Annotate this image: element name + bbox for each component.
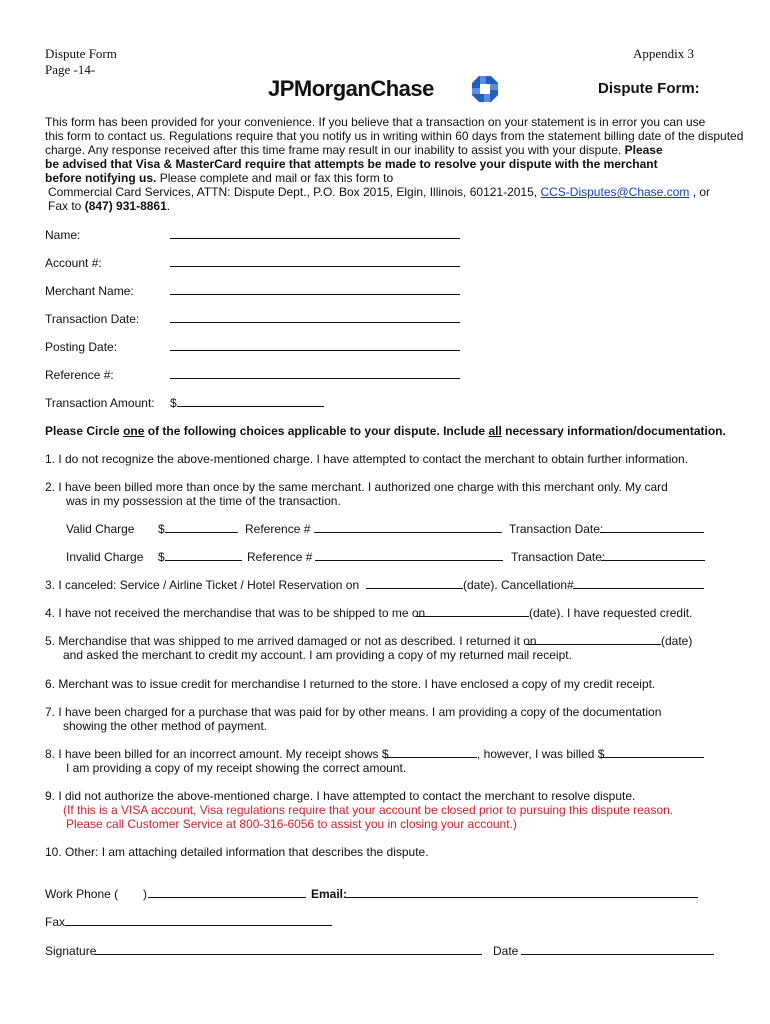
choice-7-line-2: showing the other method of payment. (63, 719, 268, 733)
choice-3[interactable]: 3. I canceled: Service / Airline Ticket / Hotel Reservation on (45, 578, 360, 592)
instruction-all: all (488, 424, 502, 438)
intro-line-1: This form has been provided for your convenience. If you believe that a transaction on your statement is in error you can use (45, 115, 706, 129)
work-phone-close-paren: ) (143, 887, 147, 901)
field-label-transaction-date: Transaction Date: (45, 312, 140, 326)
choice-6[interactable]: 6. Merchant was to issue credit for merchandise I returned to the store. I have enclosed a copy of my credit receipt. (45, 677, 656, 691)
company-logo-text: JPMorganChase (268, 76, 434, 101)
instruction-one: one (123, 424, 145, 438)
return-date-line[interactable] (526, 644, 661, 645)
choice-5-line-1[interactable]: 5. Merchandise that was shipped to me arrived damaged or not as described. I returned it on (45, 634, 537, 648)
field-line-account[interactable] (170, 266, 460, 267)
visa-warning-line-1: (If this is a VISA account, Visa regulations require that your account be closed prior to pursuing this dispute reason. (63, 803, 674, 817)
choice-2-line-2: was in my possession at the time of the transaction. (66, 494, 341, 508)
field-label-reference: Reference #: (45, 368, 114, 382)
billed-amount-line[interactable] (600, 757, 704, 758)
invalid-transaction-date-label: Transaction Date: (511, 550, 606, 564)
choice-4[interactable]: 4. I have not received the merchandise that was to be shipped to me on (45, 606, 426, 620)
email-label: Email: (311, 887, 348, 901)
choice-8-mid: , however, I was billed $ (477, 747, 605, 761)
header-doc-title: Dispute Form (45, 46, 117, 61)
choice-8-line-2: I am providing a copy of my receipt showing the correct amount. (66, 761, 407, 775)
intro-line-3-bold: Please (624, 143, 663, 157)
field-line-merchant[interactable] (170, 294, 460, 295)
visa-warning-line-2: Please call Customer Service at 800-316-6056 to assist you in closing your account.) (66, 817, 517, 831)
instruction-part-3: necessary information/documentation. (501, 424, 726, 438)
choice-8-line-1[interactable]: 8. I have been billed for an incorrect amount. My receipt shows $ (45, 747, 389, 761)
cancellation-number-line[interactable] (573, 588, 704, 589)
intro-line-3-text: charge. Any response received after this time frame may result in our inability to assist you with your dispute. (45, 143, 622, 157)
invalid-transaction-date-line[interactable] (601, 560, 705, 561)
signature-line[interactable] (95, 954, 482, 955)
field-line-name[interactable] (170, 238, 460, 239)
invalid-charge-label: Invalid Charge (66, 550, 144, 564)
field-line-posting-date[interactable] (170, 350, 460, 351)
invalid-charge-amount-line[interactable] (165, 560, 242, 561)
field-label-amount: Transaction Amount: (45, 396, 155, 410)
intro-line-5-text: Please complete and mail or fax this form to (159, 171, 394, 185)
field-line-transaction-date[interactable] (170, 322, 460, 323)
fax-suffix: . (166, 199, 171, 213)
fax-prefix: Fax to (48, 199, 82, 213)
form-title: Dispute Form: (598, 80, 700, 97)
date-label: Date (493, 944, 519, 958)
fax-label: Fax (45, 915, 66, 929)
email-line[interactable] (346, 897, 698, 898)
header-appendix-label: Appendix 3 (633, 46, 695, 61)
receipt-amount-line[interactable] (385, 757, 477, 758)
choice-5-suffix: (date) (661, 634, 693, 648)
intro-line-6 (48, 185, 710, 199)
fax-number: (847) 931-8861 (84, 199, 167, 213)
valid-transaction-date-line[interactable] (600, 532, 704, 533)
field-label-posting-date: Posting Date: (45, 340, 118, 354)
valid-transaction-date-label: Transaction Date: (509, 522, 604, 536)
field-line-amount[interactable] (177, 406, 324, 407)
circle-instruction (45, 424, 726, 438)
work-phone-label: Work Phone ( (45, 887, 119, 901)
field-label-merchant: Merchant Name: (45, 284, 134, 298)
valid-charge-label: Valid Charge (66, 522, 135, 536)
shipping-date-line[interactable] (416, 616, 529, 617)
invalid-charge-dollar: $ (158, 550, 165, 564)
instruction-part-1: Please Circle (45, 424, 124, 438)
choice-2-line-1[interactable]: 2. I have been billed more than once by the same merchant. I authorized one charge with this merchant only. My card (45, 480, 668, 494)
mailing-address: Commercial Card Services, ATTN: Dispute Dept., P.O. Box 2015, Elgin, Illinois, 60121-2015, (48, 185, 538, 199)
intro-line-2: this form to contact us. Regulations require that you notify us in writing within 60 days from the statement billing date of the disputed (45, 129, 744, 143)
octagon-logo-icon (472, 76, 498, 102)
choice-10[interactable]: 10. Other: I am attaching detailed information that describes the dispute. (45, 845, 429, 859)
invalid-reference-label: Reference # (247, 550, 313, 564)
choice-5-line-2: and asked the merchant to credit my account. I am providing a copy of my returned mail receipt. (63, 648, 572, 662)
intro-line-3 (45, 143, 663, 157)
intro-line-6-tail: , or (692, 185, 711, 199)
field-label-name: Name: (45, 228, 81, 242)
choice-9-line-1[interactable]: 9. I did not authorize the above-mentioned charge. I have attempted to contact the merchant to resolve dispute. (45, 789, 636, 803)
intro-line-5-bold: before notifying us. (45, 171, 157, 185)
work-phone-line[interactable] (148, 897, 306, 898)
valid-reference-label: Reference # (245, 522, 311, 536)
instruction-part-2: of the following choices applicable to your dispute. Include (144, 424, 489, 438)
valid-reference-line[interactable] (314, 532, 502, 533)
valid-charge-amount-line[interactable] (165, 532, 238, 533)
signature-label: Signature (45, 944, 97, 958)
dispute-email-link[interactable]: CCS-Disputes@Chase.com (540, 185, 690, 199)
fax-line[interactable] (65, 925, 332, 926)
choice-1[interactable]: 1. I do not recognize the above-mentioned charge. I have attempted to contact the merchant to obtain further information. (45, 452, 689, 466)
intro-line-7 (48, 199, 170, 213)
choice-4-suffix: (date). I have requested credit. (529, 606, 693, 620)
choice-7-line-1[interactable]: 7. I have been charged for a purchase that was paid for by other means. I am providing a copy of the documentation (45, 705, 662, 719)
header-page-number: Page -14- (45, 62, 96, 77)
amount-dollar-sign: $ (170, 396, 177, 410)
choice-3-mid: (date). Cancellation# (463, 578, 574, 592)
intro-line-5 (45, 171, 393, 185)
field-label-account: Account #: (45, 256, 102, 270)
date-line[interactable] (521, 954, 714, 955)
field-line-reference[interactable] (170, 378, 460, 379)
cancel-date-line[interactable] (366, 588, 463, 589)
invalid-reference-line[interactable] (315, 560, 503, 561)
valid-charge-dollar: $ (158, 522, 165, 536)
intro-line-4: be advised that Visa & MasterCard require that attempts be made to resolve your dispute with the merchant (45, 157, 658, 171)
